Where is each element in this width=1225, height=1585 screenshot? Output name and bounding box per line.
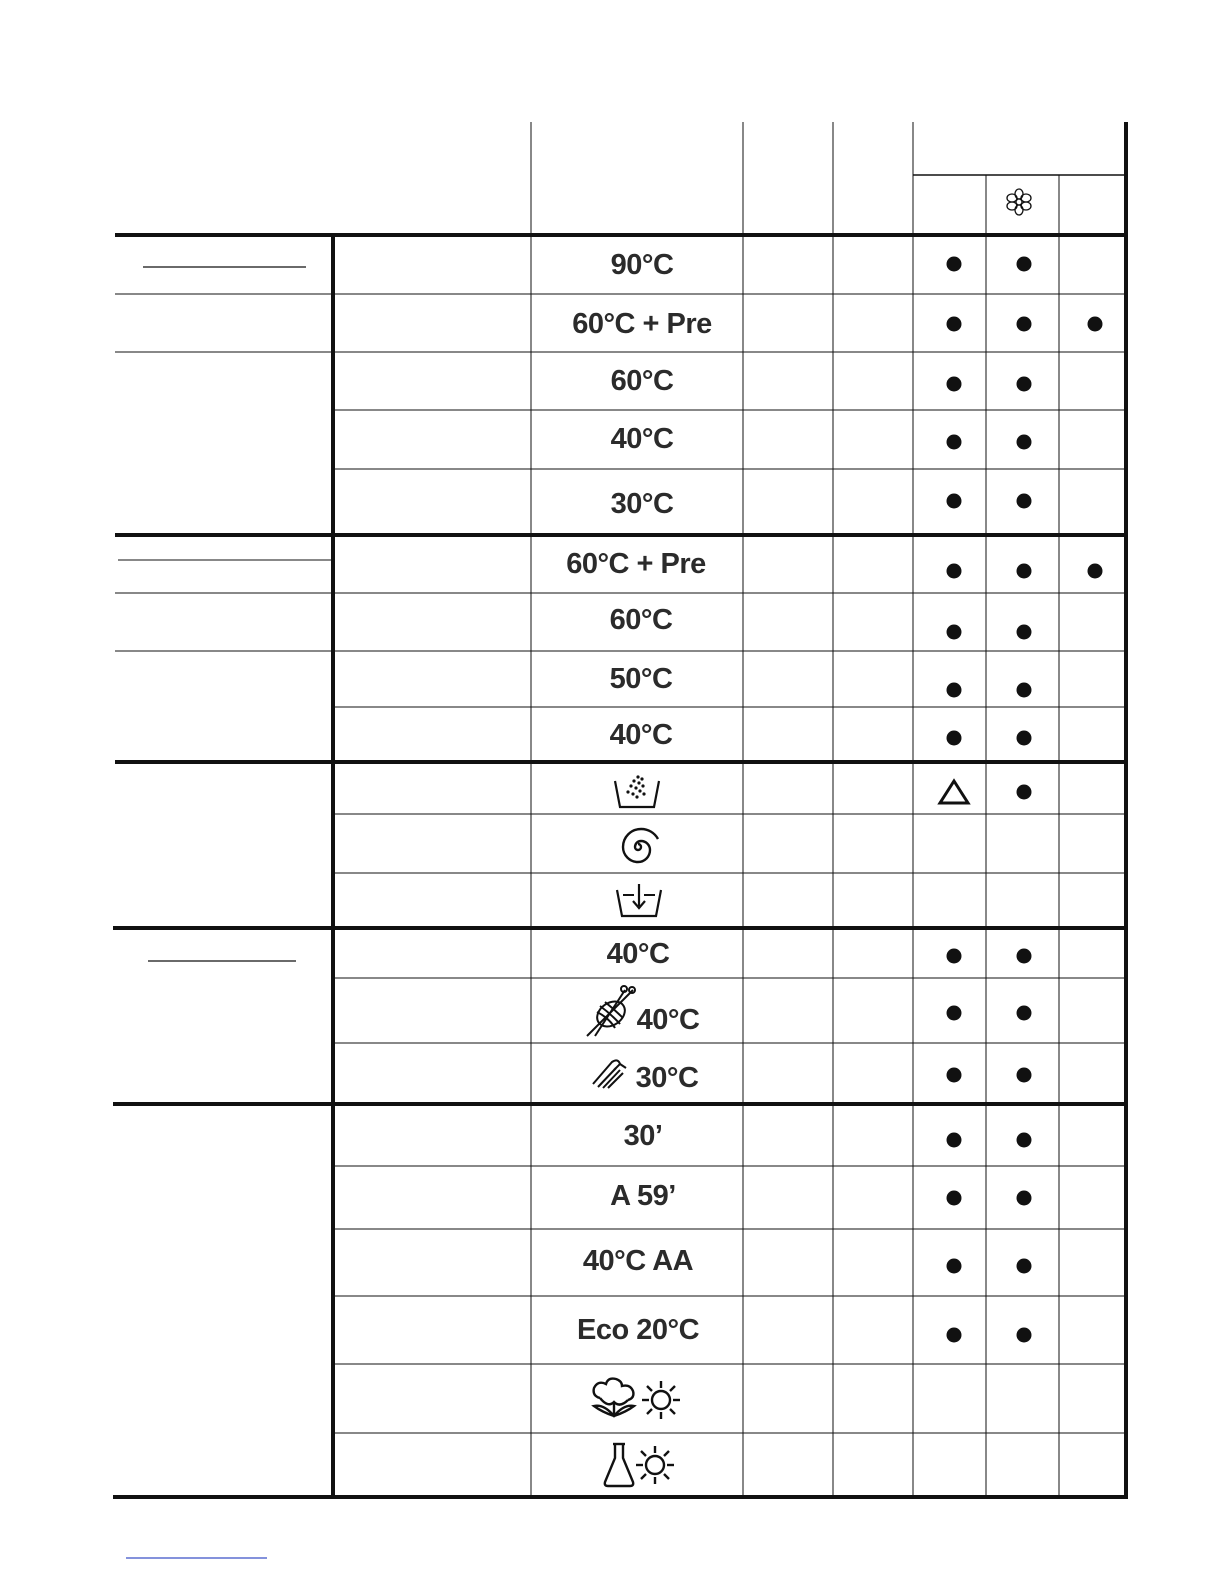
bullet-dot (1017, 949, 1032, 964)
sun-dry-icon (634, 1444, 676, 1486)
bullet-dot (947, 1328, 962, 1343)
bullet-dot (947, 377, 962, 392)
bullet-dot (947, 949, 962, 964)
bullet-dot (1017, 1133, 1032, 1148)
triangle-icon (937, 778, 971, 806)
bullet-dot (1017, 1259, 1032, 1274)
flower-icon (1006, 188, 1032, 216)
bullet-dot (947, 683, 962, 698)
bullet-dot (947, 435, 962, 450)
program-label: 30°C (635, 1062, 699, 1094)
bullet-dot (1017, 785, 1032, 800)
bullet-dot (947, 731, 962, 746)
bullet-dot (1017, 257, 1032, 272)
bullet-dot (947, 317, 962, 332)
program-label: Eco 20°C (576, 1314, 700, 1346)
program-label: 60°C + Pre (566, 548, 706, 580)
bullet-dot (947, 1006, 962, 1021)
bullet-dot (1017, 1068, 1032, 1083)
bullet-dot (1017, 435, 1032, 450)
spin-spiral-icon (613, 823, 663, 869)
bullet-dot (1088, 564, 1103, 579)
bullet-dot (1017, 731, 1032, 746)
bullet-dot (1017, 1191, 1032, 1206)
bullet-dot (1017, 564, 1032, 579)
drain-basin-icon (614, 882, 664, 918)
rinse-basin-icon (612, 773, 662, 809)
program-label: 40°C AA (582, 1245, 694, 1277)
bullet-dot (947, 1068, 962, 1083)
program-label: A 59’ (610, 1180, 676, 1212)
bullet-dot (947, 1191, 962, 1206)
bullet-dot (1017, 625, 1032, 640)
program-label: 60°C + Pre (572, 308, 712, 340)
bullet-dot (947, 1259, 962, 1274)
sun-dry-icon (640, 1379, 682, 1421)
program-label: 40°C (609, 719, 673, 751)
cotton-flower-icon (590, 1376, 638, 1420)
wool-yarn-icon (585, 984, 639, 1038)
bullet-dot (1017, 317, 1032, 332)
program-label: 90°C (610, 249, 674, 281)
bullet-dot (947, 257, 962, 272)
bullet-dot (1017, 377, 1032, 392)
bullet-dot (947, 494, 962, 509)
bullet-dot (947, 564, 962, 579)
program-label: 30’ (623, 1120, 663, 1152)
program-label: 50°C (609, 663, 673, 695)
program-label: 40°C (610, 423, 674, 455)
program-label: 30°C (610, 488, 674, 520)
program-label: 40°C (636, 1004, 700, 1036)
bullet-dot (947, 625, 962, 640)
program-label: 60°C (610, 365, 674, 397)
bullet-dot (1017, 494, 1032, 509)
bullet-dot (1017, 1328, 1032, 1343)
program-label: 60°C (609, 604, 673, 636)
bullet-dot (1017, 1006, 1032, 1021)
program-label: 40°C (606, 938, 670, 970)
bullet-dot (1088, 317, 1103, 332)
bullet-dot (947, 1133, 962, 1148)
bullet-dot (1017, 683, 1032, 698)
hand-wash-icon (590, 1054, 630, 1090)
synthetic-flask-icon (602, 1442, 636, 1488)
